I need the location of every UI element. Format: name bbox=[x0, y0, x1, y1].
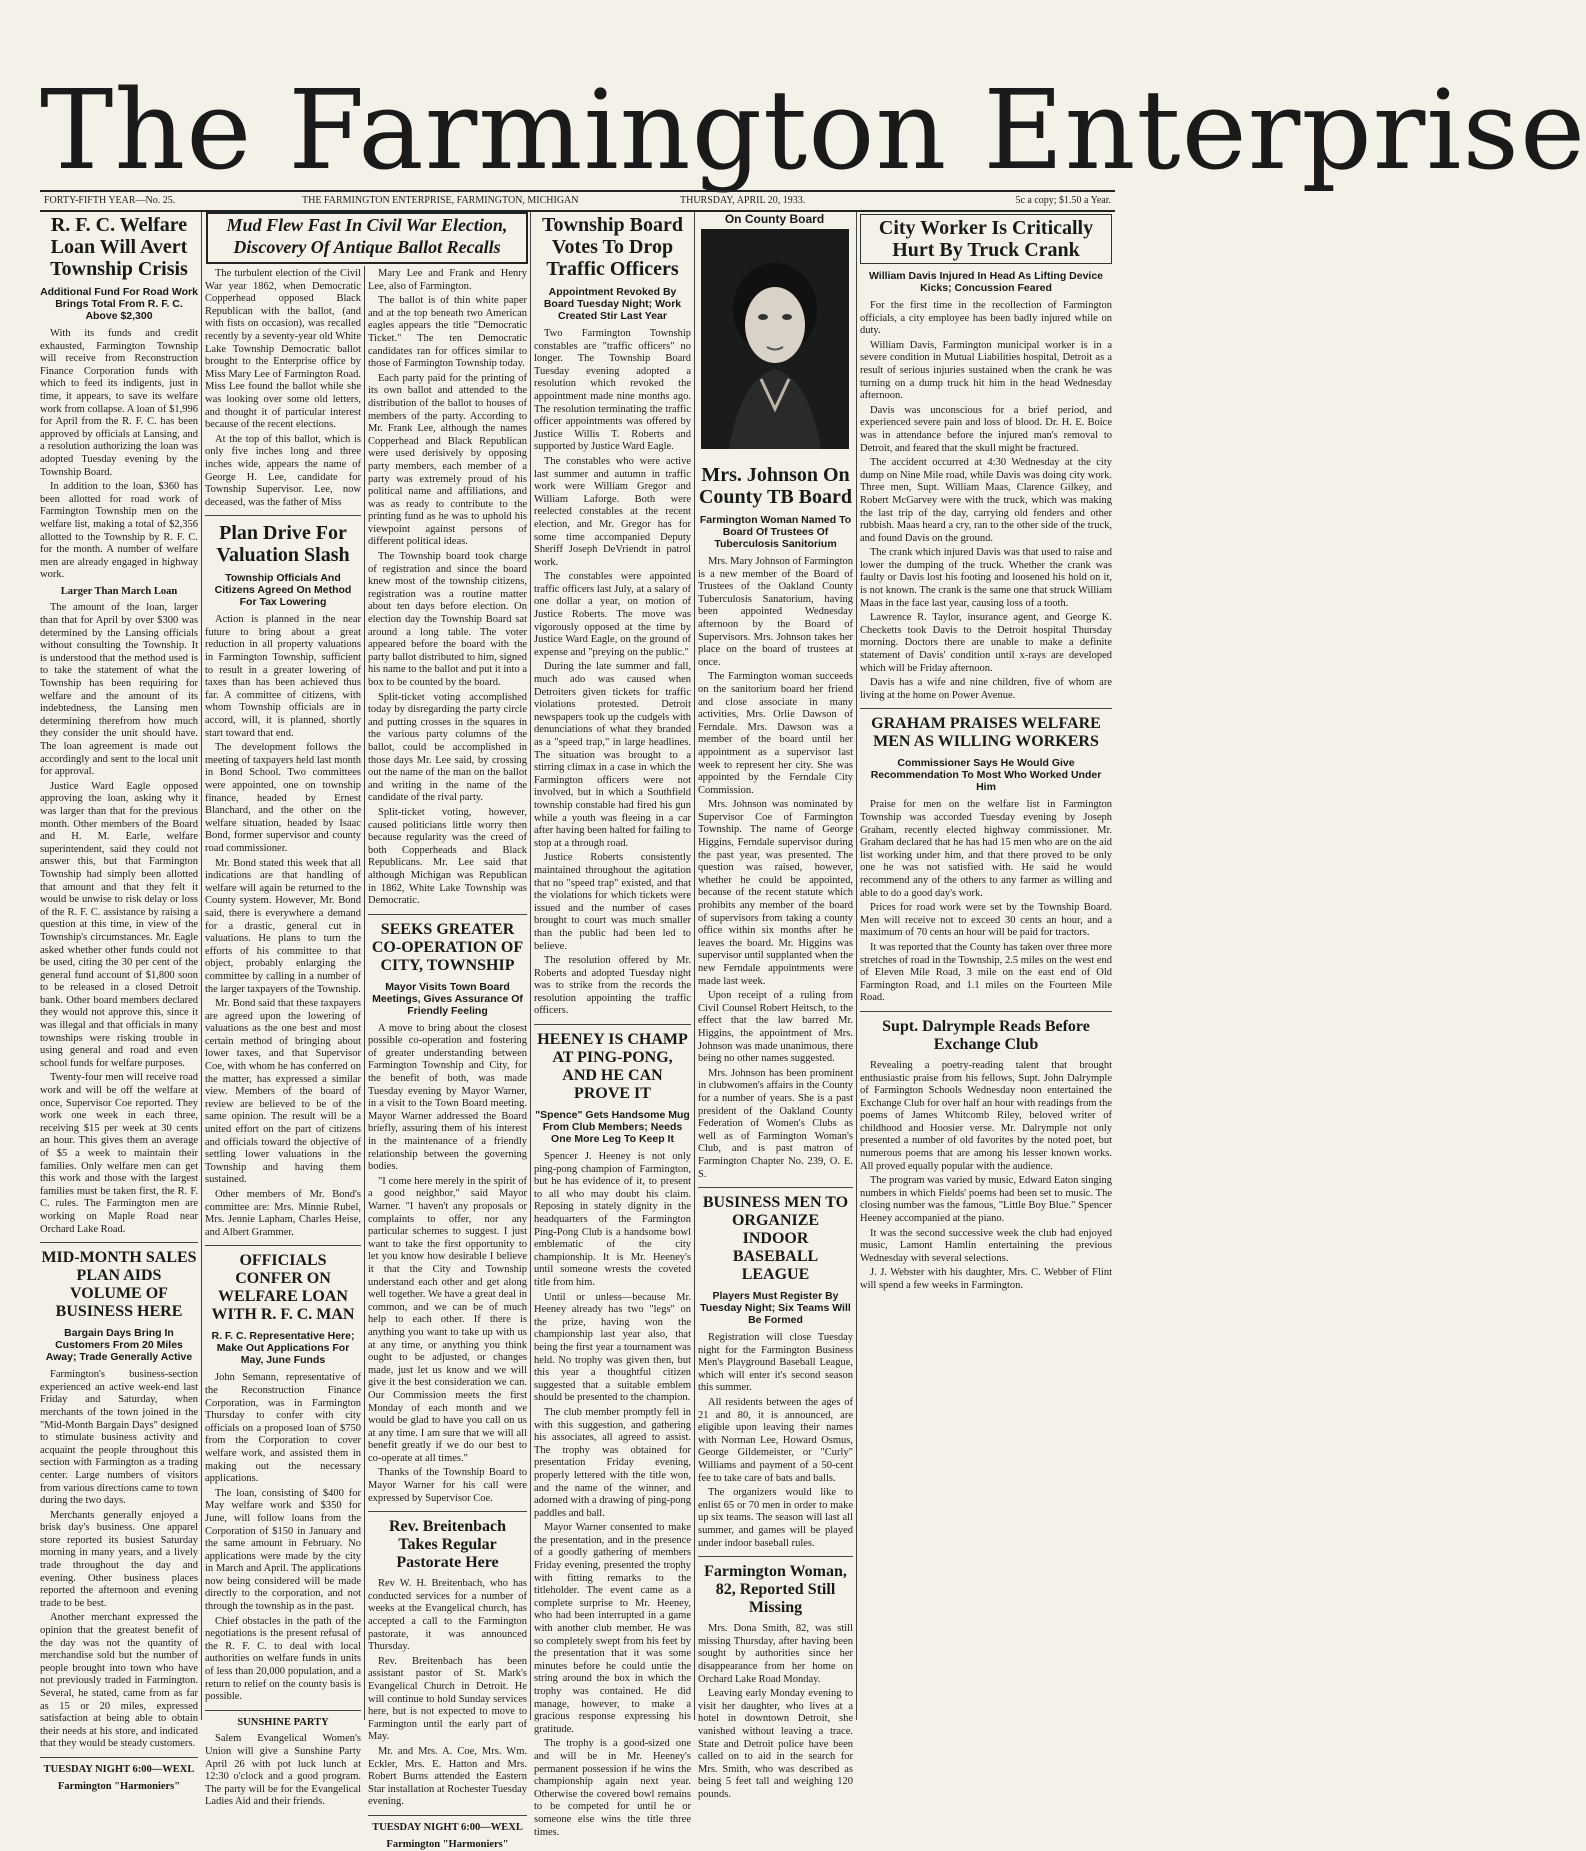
headline-mrs-johnson: Mrs. Johnson On County TB Board bbox=[698, 464, 852, 508]
headline-rfc-loan: R. F. C. Welfare Loan Will Avert Township Crisis bbox=[50, 214, 188, 280]
column-2 bbox=[205, 268, 361, 1808]
article-paragraph: "I come here merely in the spirit of a good neighbor," said Mayor Warner. "I haven't any proposals or complaints to offer, nor any particular schemes to suggest. I just want to take the first opportunity to let you know how desirable I believe it that the City and Township understand each other and get along well together. We have a great deal in common, and we can be of much help to each other. If there is anything you want to take up with us at any time, or anything you think ought to be adjusted, or changes made, just let us know and we will give it the best consideration we can. Our Commission meets the first Monday of each month and we would be glad to have you call on us at any time. I am sure that we will all benefit greatly if we do our best to co-operate at all times." bbox=[368, 1175, 527, 1464]
article-paragraph: Mrs. Mary Johnson of Farmington is a new member of the Board of Trustees of the Oakland County Tuberculosis Sanatorium, having been appointed Wednesday afternoon by the Board of Supervisors. Mrs. Johnson takes her place on the board of trustees at once. bbox=[698, 556, 853, 668]
article-paragraph: Mary Lee and Frank and Henry Lee, also of Farmington. bbox=[368, 268, 527, 292]
article-paragraph: The constables were appointed traffic officers last July, at a salary of one dollar a year, on motion of Justice Roberts. The move was vigorously opposed at the time by Justice Ward Eagle, on the ground of expense and "preying on the public." bbox=[534, 571, 691, 658]
article-paragraph: Two Farmington Township constables are "traffic officers" no longer. The Township Board Tuesday evening adopted a resolution which revoked the appointment made nine months ago. The resolution terminating the traffic officer appointments was offered by Justice Willis T. Roberts and supported by Justice Ward Eagle. bbox=[534, 328, 691, 453]
article-paragraph: Mrs. Johnson has been prominent in clubwomen's affairs in the County for a number of years. She is a past president of the Oakland County Federation of Women's Clubs as well as of Farmington Woman's Club, and is past matron of Farmington Chapter No. 239, O. E. S. bbox=[698, 1067, 853, 1180]
article-paragraph: Thanks of the Township Board to Mayor Warner for his call were expressed by Supervisor Coe. bbox=[368, 1467, 527, 1504]
article-paragraph: The crank which injured Davis was that used to raise and lower the dumping of the truck. Whether the crank was faulty or Davis lost his footing and loosened his hold on it, is not known. The crank is the same one that struck William Maas in the face last year, causing loss of a tooth. bbox=[860, 547, 1112, 609]
article-paragraph: In addition to the loan, $360 has been allotted for road work of Farmington Township men on the welfare list, making a total of $2,356 allotted to the Township by R. F. C. for the month. A number of welfare men are already engaged in highway work. bbox=[40, 481, 198, 581]
article-paragraph: The amount of the loan, larger than that for April by over $300 was determined by the Lansing officials without consulting the Township. It is understood that the method used is to take the statement of what the Township has been requiring for welfare and the amount of its indebtedness, the Lansing men determining therefrom how much they consider the unit should have. The loan agreement is made out accordingly and sent to the local unit for approval. bbox=[40, 602, 198, 778]
headline-graham-praises: GRAHAM PRAISES WELFARE MEN AS WILLING WORKERS bbox=[871, 715, 1101, 751]
divider bbox=[205, 1710, 361, 1711]
article-paragraph: John Semann, representative of the Reconstruction Finance Corporation, was in Farmington Thursday to confer with city officials on a proposed loan of $750 from the Corporation to cover welfare work, and assisted them in making out the necessary applications. bbox=[205, 1372, 361, 1485]
dateline-bar bbox=[40, 190, 1115, 212]
article-paragraph: Another merchant expressed the opinion that the greatest benefit of the day was not the quantity of merchandise sold but the number of people brought into town who have not previously traded in Farmington. Several, he stated, came from as far as 15 or 20 miles, expressed satisfaction at being able to obtain their needs at his store, and indicated that they would be steady customers. bbox=[40, 1612, 198, 1750]
article-paragraph: Chief obstacles in the path of the negotiations is the present refusal of the R. F. C. to deal with local authorities on welfare funds in units of less than 20,000 population, and a return to relief on the county basis is possible. bbox=[205, 1615, 361, 1703]
column-rule bbox=[694, 212, 695, 1720]
article-paragraph: For the first time in the recollection of Farmington officials, a city employee has been badly injured while on duty. bbox=[860, 300, 1112, 337]
article-paragraph: The constables who were active last summer and autumn in traffic work were William Gregor and William Laforge. Both were reelected constables at the recent election, and Mr. Gregor has for some time accompanied Deputy Sheriff Joseph DeVriendt in patrol work. bbox=[534, 455, 691, 568]
article-paragraph: A move to bring about the closest possible co-operation and fostering of greater understanding between Farmington Township and City, for the benefit of both, was made Tuesday evening by Mayor Warner, in a visit to the Town Board meeting. Mayor Warner addressed the Board briefly, assuring them of his interest in the maintenance of a friendly relationship between the governing bodies. bbox=[368, 1022, 527, 1173]
article-paragraph: Praise for men on the welfare list in Farmington Township was accorded Tuesday evening by Joseph Graham, recently elected highway commissioner. Mr. Graham declared that he has had 15 men who are on the aid list working under him, and that there proved to be only one he was not satisfied with. He said he would recommend any of the others to any farmer as willing and able to do a good day's work. bbox=[860, 799, 1112, 899]
headline-woman-missing: Farmington Woman, 82, Reported Still Missing bbox=[704, 1563, 847, 1617]
article-paragraph: J. J. Webster with his daughter, Mrs. C. Webber of Flint will spend a few weeks in Farmington. bbox=[860, 1267, 1112, 1291]
deck-mrs-johnson: Farmington Woman Named To Board Of Trustees Of Tuberculosis Sanitorium bbox=[699, 514, 852, 550]
article-paragraph: Split-ticket voting, however, caused politicians little worry then because regularity was the creed of both Copperheads and Black Republicans. Mr. Lee said that although Michigan was Republican in 1862, White Lake Township was Democratic. bbox=[368, 806, 527, 907]
price: 5c a copy; $1.50 a Year. bbox=[1015, 195, 1111, 206]
article-paragraph: Revealing a poetry-reading talent that brought enthusiastic praise from his fellows, Supt. John Dalrymple of Farmington Schools Wednesday noon entertained the Exchange Club for over half an hour with readings from the poems of James Whitcomb Riley, beloved writer of childhood and Hoosier verse. Mr. Dalrymple not only presented a number of old favorites by the noted poet, but numerous poems that are among his lesser known works. All proved equally popular with the audience. bbox=[860, 1059, 1112, 1172]
article-paragraph: The turbulent election of the Civil War year 1862, when Democratic Copperhead opposed Black Republican with the ballot, (and with fists on occasion), was recalled recently by a seventy-year old White Lake Township Democratic ballot brought to the Enterprise office by Miss Mary Lee of Farmington Road. Miss Lee found the ballot while she was looking over some old letters, and thought it of particular interest because of the recent elections. bbox=[205, 268, 361, 431]
article-paragraph: Spencer J. Heeney is not only ping-pong champion of Farmington, but he has evidence of it, to present to all who may doubt his claim. Reposing in stately dignity in the headquarters of the Farmington Ping-Pong Club is a handsome bowl emblematic of the city championship. It is Mr. Heeney's until someone wrests the coveted title from him. bbox=[534, 1151, 691, 1288]
article-paragraph: During the late summer and fall, much ado was caused when Detroiters given tickets for traffic violations protested. Detroit newspapers took up the cudgels with denunciations of what they branded as a "speed trap," in large headlines. The situation was brought to a stirring climax in a case in which the Farmington officers were not involved, but in which a Southfield township constable had fired his gun while a youth was fleeing in a car after having been halted for failing to stop at a through road. bbox=[534, 661, 691, 849]
deck-graham-praises: Commissioner Says He Would Give Recommendation To Most Who Worked Under Him bbox=[870, 757, 1102, 794]
article-paragraph: Other members of Mr. Bond's committee are: Mrs. Minnie Rubel, Mrs. Jennie Lapham, Charles Heise, and Albert Grammer. bbox=[205, 1189, 361, 1238]
divider bbox=[205, 1245, 361, 1246]
radio-notice: TUESDAY NIGHT 6:00—WEXL bbox=[372, 1821, 523, 1833]
radio-notice: TUESDAY NIGHT 6:00—WEXL bbox=[43, 1763, 195, 1775]
column-rule bbox=[364, 266, 365, 1720]
article-paragraph: It was the second successive week the club had enjoyed music, Lamont Hamlin entertaining the previous Wednesday with several selections. bbox=[860, 1227, 1112, 1264]
volume-number: FORTY-FIFTH YEAR—No. 25. bbox=[44, 195, 176, 206]
headline-midmonth-sales: MID-MONTH SALES PLAN AIDS VOLUME OF BUSINESS HERE bbox=[41, 1249, 197, 1321]
divider bbox=[40, 1242, 198, 1243]
column-6 bbox=[860, 212, 1112, 1722]
divider bbox=[368, 914, 527, 915]
divider bbox=[860, 708, 1112, 709]
article-paragraph: With its funds and credit exhausted, Farmington Township will receive from Reconstruction Finance Corporation funds with which to feed its indigents, just in time, it appears, to save its welfare work from collapse. A loan of $1,996 for April from the R. F. C. has been approved by officials at Lansing, and a resolution authorizing the loan was adopted Tuesday evening by the Township Board. bbox=[40, 328, 198, 478]
article-paragraph: Split-ticket voting accomplished today by disregarding the party circle and putting crosses in the squares in the various party columns of the ballot, could be accomplished in those days Mr. Lee said, by crossing out the name of the man on the ballot and writing in the name of the candidate of the rival party. bbox=[368, 691, 527, 804]
article-paragraph: At the top of this ballot, which is only five inches long and three inches wide, appears the name of George H. Lee, candidate for Township Supervisor. Lee, now deceased, was the father of Miss bbox=[205, 433, 361, 508]
masthead-title: The Farmington Enterprise bbox=[40, 66, 1586, 194]
article-paragraph: The organizers would like to enlist 65 or 70 men in order to make up six teams. The season will last all summer, and games will be played under indoor baseball rules. bbox=[698, 1487, 853, 1549]
article-paragraph: Prices for road work were set by the Township Board. Men will receive not to exceed 30 cents an hour, and a maximum of 70 cents an hour will be paid for tractors. bbox=[860, 902, 1112, 939]
article-paragraph: Mr. Bond stated this week that all indications are that handling of welfare will again be returned to the County system. However, Mr. Bond said, there is everywhere a demand for a drastic, general cut in valuations. He plans to turn the efforts of his committee to that object, probably enlarging the committee by calling in a number of the larger taxpayers of the Township. bbox=[205, 857, 361, 995]
column-3 bbox=[368, 268, 527, 1850]
divider bbox=[698, 1556, 853, 1557]
headline-civil-war-ballot: Mud Flew Fast In Civil War Election, Discovery Of Antique Ballot Recalls bbox=[206, 212, 528, 264]
deck-business-men: Players Must Register By Tuesday Night; Six Teams Will Be Formed bbox=[700, 1290, 851, 1327]
article-paragraph: Twenty-four men will receive road work and will be off the welfare at once, Supervisor Coe reported. They work one week in each three, receiving $15 per week at 30 cents an hour. This gives them an average of $5 a week to maintain their families. Only welfare men can get this work and those with the largest families must be taken first, the R. F. C. rules. The Farmington men are working on Maple Road near Orchard Lake Road. bbox=[40, 1072, 198, 1235]
deck-traffic-officers: Appointment Revoked By Board Tuesday Night; Work Created Stir Last Year bbox=[543, 286, 682, 322]
column-5 bbox=[698, 462, 853, 1800]
article-paragraph: Mrs. Dona Smith, 82, was still missing Thursday, after having been sought by authorities since her disappearance from her home on Orchard Lake Road Monday. bbox=[698, 1623, 853, 1685]
radio-notice-sub: Farmington "Harmoniers" bbox=[57, 1780, 181, 1792]
headline-seeks-cooperation: SEEKS GREATER CO-OPERATION OF CITY, TOWNSHIP bbox=[371, 920, 524, 974]
column-rule bbox=[201, 212, 202, 1720]
article-paragraph: Davis has a wife and nine children, five of whom are living at the home on Power Avenue. bbox=[860, 677, 1112, 701]
radio-notice-sub: Farmington "Harmoniers" bbox=[386, 1838, 509, 1850]
article-paragraph: Registration will close Tuesday night for the Farmington Business Men's Playground Baseball League, which will enter it's second season this summer. bbox=[698, 1332, 853, 1394]
article-paragraph: The accident occurred at 4:30 Wednesday at the city dump on Nine Mile road, while Davis was doing city work. Three men, Supt. William Maas, Clarence Gilkey, and Robert McGarvey were with the truck, which was making the last trip of the day, carrying old fenders and other rubbish. Maas heard a cry, ran to the other side of the truck, and found Davis on the ground. bbox=[860, 457, 1112, 544]
article-paragraph: Merchants generally enjoyed a brisk day's business. One apparel store reported its busiest Saturday morning in many years, and a lively trade throughout the day and evening. Other business places reported the afternoon and evening trade to be best. bbox=[40, 1509, 198, 1609]
article-paragraph: The Township board took charge of registration and since the board knew most of the township citizens, registration was a routine matter about ten days before election. On election day the Township Board sat around a long table. The voter appeared before the board with the party ballot distributed to him, signed his name to the ballot and put it into a box to be counted by the board. bbox=[368, 551, 527, 688]
article-paragraph: The club member promptly fell in with this suggestion, and gathering his associates, all agreed to assist. The trophy was obtained for presentation Friday evening, properly lettered with the title won, and the name of the winner, and adorned with a drawing of ping-pong paddles and ball. bbox=[534, 1406, 691, 1519]
article-paragraph: William Davis, Farmington municipal worker is in a severe condition in Mutual Liabilities hospital, Detroit as a result of serious injuries sustained when the crank he was turning on a dump truck hit him in the head Wednesday afternoon. bbox=[860, 339, 1112, 402]
article-paragraph: Rev. Breitenbach has been assistant pastor of St. Mark's Evangelical Church in Detroit. He will continue to hold Sunday services here, but is not expected to move to Farmington until the early part of May. bbox=[368, 1655, 527, 1743]
article-paragraph: Salem Evangelical Women's Union will give a Sunshine Party April 26 with pot luck lunch at 12:30 o'clock and a good program. The party will be for the Evangelical Ladies Aid and their friends. bbox=[205, 1733, 361, 1808]
article-paragraph: Lawrence R. Taylor, insurance agent, and George K. Checketts took Davis to the Detroit hospital Thursday morning. Doctors there are unable to make a definite statement of Davis' condition until x-rays are developed which will be Friday afternoon. bbox=[860, 612, 1112, 674]
article-paragraph: The Farmington woman succeeds on the sanitorium board her friend and close associate in many activities, Mrs. Orlie Dawson of Ferndale. Mrs. Dawson was a member of the board until her appointment as a supervisor last week to represent her city. She was appointed by the Ferndale City Commission. bbox=[698, 671, 853, 796]
deck-seeks-cooperation: Mayor Visits Town Board Meetings, Gives Assurance Of Friendly Feeling bbox=[372, 980, 523, 1017]
article-paragraph: Mr. and Mrs. A. Coe, Mrs. Wm. Eckler, Mrs. E. Hatton and Mrs. Robert Burns attended the Eastern Star installation at Rochester Tuesday evening. bbox=[368, 1745, 527, 1808]
divider bbox=[698, 1187, 853, 1188]
column-rule bbox=[856, 212, 857, 1720]
deck-midmonth-sales: Bargain Days Bring In Customers From 20 Miles Away; Trade Generally Active bbox=[45, 1327, 193, 1364]
deck-city-worker: William Davis Injured In Head As Lifting Device Kicks; Concussion Feared bbox=[868, 270, 1104, 294]
divider bbox=[368, 1511, 527, 1512]
headline-dalrymple: Supt. Dalrymple Reads Before Exchange Club bbox=[882, 1017, 1090, 1053]
divider bbox=[860, 1011, 1112, 1012]
deck-officials-confer: R. F. C. Representative Here; Make Out Applications For May, June Funds bbox=[211, 1330, 355, 1367]
article-paragraph: The loan, consisting of $400 for May welfare work and $350 for June, will follow loans from the Corporation of $150 in January and the same amount in February. No applications were made by the city in March and April. The applications now being considered will be made directly to the corporation, and not through the township as in the past. bbox=[205, 1487, 361, 1613]
article-paragraph: The development follows the meeting of taxpayers held last month in Bond School. Two committees were appointed, one on township finance, headed by Ernest Blanchard, and the other on the welfare situation, headed by Isaac Bond, former supervisor and county road commissioner. bbox=[205, 742, 361, 854]
article-paragraph: Davis was unconscious for a brief period, and experienced severe pain and loss of blood. Dr. H. E. Boice was in attendance before the injured man's removal to Detroit, and feared that the skull might be fractured. bbox=[860, 404, 1112, 454]
subhead: Larger Than March Loan bbox=[60, 585, 178, 597]
article-paragraph: Mrs. Johnson was nominated by Supervisor Coe of Farmington Township. The name of George Higgins, Ferndale supervisor during the past year, was presented. The question was raised, however, whether he could be appointed, because of the recent statute which prohibits any member of the board of supervisors from taking a county office within six months after he leaves the board. Mr. Higgins was supervisor until supplanted when the new Ferndale appointments were made last week. bbox=[698, 799, 853, 987]
article-paragraph: Justice Ward Eagle opposed approving the loan, asking why it was larger than that for the previous month. Other members of the Board and H. M. Earle, welfare superintendent, said they could not answer this, but that Farmington Township had simply been allotted that amount and that they felt it would be unwise to risk delay or loss of the R. F. C. assistance by raising a question at this time, in view of the Township's circumstances. Mr. Eagle asked whether other funds could not be used, citing the 30 per cent of the general fund account of $1,800 soon to be released in a closed Detroit bank. Other board members declared they would not approve this, since it was illegal and that officials in many townships were risking trouble in using general and road and even school funds for welfare purposes. bbox=[40, 780, 198, 1069]
headline-officials-confer: OFFICIALS CONFER ON WELFARE LOAN WITH R. F. C. MAN bbox=[211, 1252, 355, 1324]
article-paragraph: The resolution offered by Mr. Roberts and adopted Tuesday night was to strike from the records the resolution appointing the traffic officers. bbox=[534, 955, 691, 1017]
article-paragraph: Rev W. H. Breitenbach, who has conducted services for a number of weeks at the Evangelical church, has accepted a call to the Farmington pastorate, it was announced Thursday. bbox=[368, 1578, 527, 1653]
headline-breitenbach: Rev. Breitenbach Takes Regular Pastorate Here bbox=[388, 1518, 507, 1572]
column-rule bbox=[530, 212, 531, 1720]
article-paragraph: It was reported that the County has taken over three more stretches of road in the Township, 2.5 miles on the west end of Eleven Mile Road, 3 mile on the east end of Old Farmington Road, and 1.1 miles on the Fourteen Mile Road. bbox=[860, 941, 1112, 1004]
article-paragraph: Upon receipt of a ruling from Civil Counsel Robert Heitsch, to the effect that the law barred Mr. Higgins, the appointment of Mrs. Johnson was made unanimous, there being no other names suggested. bbox=[698, 990, 853, 1065]
column-1 bbox=[40, 212, 198, 1792]
deck-rfc-loan: Additional Fund For Road Work Brings Total From R. F. C. Above $2,300 bbox=[40, 286, 198, 322]
article-paragraph: Justice Roberts consistently maintained throughout the agitation that no "speed trap" existed, and that the violations for which tickets were issued and the number of cases brought to court was much smaller than the public had been led to believe. bbox=[534, 852, 691, 952]
portrait-photo bbox=[701, 229, 849, 449]
divider bbox=[40, 1757, 198, 1758]
divider bbox=[534, 1024, 691, 1025]
article-paragraph: Mayor Warner consented to make the presentation, and in the presence of a goodly gathering of members Friday evening, presented the trophy with fitting remarks to the titleholder. The event came as a complete surprise to Mr. Heeney, who had been interrupted in a game with another club member. He was so completely swept from his feet by the presentation that it was some minutes before he could untie the string around the box in which the trophy was contained. He did manage, however, to make a gracious response expressing his gratitude. bbox=[534, 1522, 691, 1735]
article-paragraph: Action is planned in the near future to bring about a great reduction in all property valuations in Farmington Township, sufficient to result in a greater lowering of taxes than has been achieved thus far. A committee of citizens, with whom Township officials are in accord, will, it is planned, shortly start toward that end. bbox=[205, 614, 361, 739]
portrait-illustration bbox=[701, 229, 849, 449]
article-paragraph: Until or unless—because Mr. Heeney already has two "legs" on the prize, having won the championship last year also, that being the first year a tournament was held. No trophy was given then, but this year a thoughtful citizen suggested that a suitable emblem should be presented to the champion. bbox=[534, 1291, 691, 1404]
article-paragraph: The ballot is of thin white paper and at the top beneath two American eagles appears the title "Democratic Ticket." The ten Democratic candidates ran for offices similar to those of Farmington Township today. bbox=[368, 295, 527, 370]
headline-sunshine-party: SUNSHINE PARTY bbox=[237, 1716, 329, 1728]
photo-caption: On County Board bbox=[724, 212, 825, 226]
deck-heeney-champ: "Spence" Gets Handsome Mug From Club Members; Needs One More Leg To Keep It bbox=[535, 1109, 690, 1146]
deck-valuation-slash: Township Officials And Citizens Agreed On Method For Tax Lowering bbox=[214, 572, 352, 609]
article-paragraph: The trophy is a good-sized one and will be in Mr. Heeney's permanent possession if he wins the championship again next year. Otherwise the covered bowl remains to be competed for until he or someone else wins the title three times. bbox=[534, 1738, 691, 1838]
headline-business-men: BUSINESS MEN TO ORGANIZE INDOOR BASEBALL LEAGUE bbox=[702, 1194, 849, 1284]
divider bbox=[205, 515, 361, 516]
article-paragraph: The program was varied by music, Edward Eaton singing numbers in which Fields' poems had been set to music. The closing number was the famous, "Little Boy Blue." Spencer Heeney accompanied at the piano. bbox=[860, 1175, 1112, 1225]
headline-city-worker: City Worker Is Critically Hurt By Truck Crank bbox=[860, 214, 1112, 264]
article-paragraph: Each party paid for the printing of its own ballot and attended to the distribution of the ballot to houses of members of the party. According to Mr. Frank Lee, although the names Copperhead and Black Republican were used derisively by opposing party members, each member of a party was extremely proud of his political name and affiliations, and was as ready to contribute to the printing fund as he was to uphold his viewpoint against persons of different political ideas. bbox=[368, 372, 527, 548]
article-paragraph: Mr. Bond said that these taxpayers are agreed upon the lowering of valuations as the one best and most certain method of bringing about lower taxes, and that Supervisor Coe, with whom he has conferred on the matter, has expressed a similar view. Members of the board of review are believed to be of the same opinion. The result will be a united effort on the part of citizens and officials toward the objective of settling lower valuations in the Township and having them sustained. bbox=[205, 998, 361, 1186]
article-paragraph: Farmington's business-section experienced an active week-end last Friday and Saturday, when merchants of the town joined in the "Mid-Month Bargain Days" designed to stimulate business activity and acquaint the people throughout this section with Farmington as a trading center. Large numbers of visitors from various directions came to town during the two days. bbox=[40, 1369, 198, 1507]
headline-valuation-slash: Plan Drive For Valuation Slash bbox=[216, 522, 350, 567]
paper-location: THE FARMINGTON ENTERPRISE, FARMINGTON, MICHIGAN bbox=[302, 195, 579, 206]
column-4 bbox=[534, 212, 691, 1838]
article-paragraph: Leaving early Monday evening to visit her daughter, who lives at a hotel in downtown Detroit, she vanished without leaving a trace. State and Detroit police have been called on to aid in the search for Mrs. Smith, who was described as being 5 feet tall and weighing 120 pounds. bbox=[698, 1688, 853, 1800]
divider bbox=[368, 1815, 527, 1816]
issue-date: THURSDAY, APRIL 20, 1933. bbox=[680, 195, 806, 206]
headline-heeney-champ: HEENEY IS CHAMP AT PING-PONG, AND HE CAN PROVE IT bbox=[537, 1031, 688, 1103]
article-paragraph: All residents between the ages of 21 and 80, it is announced, are eligible upon leaving their names with Norman Lee, Howard Osmus, George Gildemeister, or "Curly" Williams and payment of a 50-cent fee to take care of bats and balls. bbox=[698, 1397, 853, 1484]
headline-traffic-officers: Township Board Votes To Drop Traffic Officers bbox=[542, 214, 683, 280]
portrait-block bbox=[697, 212, 852, 460]
